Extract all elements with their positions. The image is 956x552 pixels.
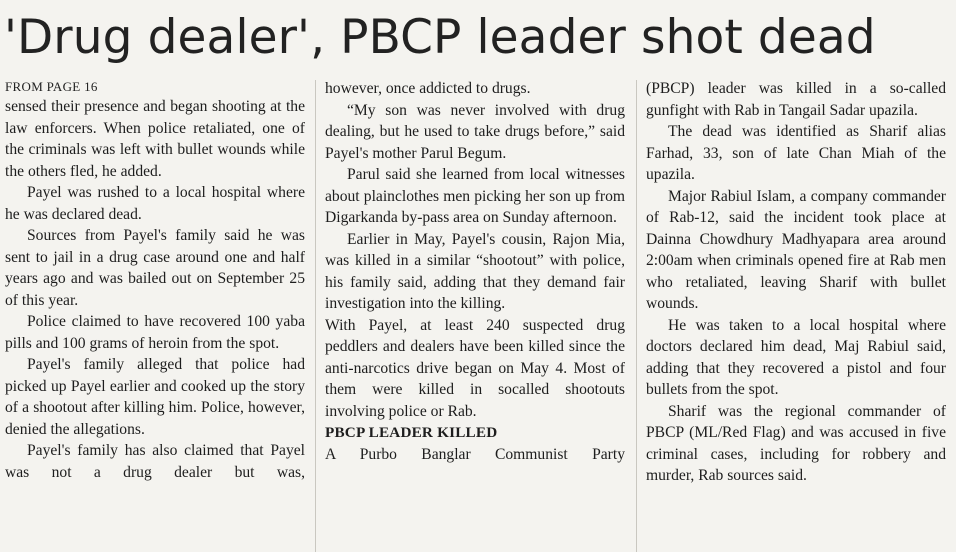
paragraph: Payel's family alleged that police had picked up Payel earlier and cooked up the story of a shootout after killing him. Police, however, denied the allegations.	[5, 356, 305, 438]
paragraph: Payel's family has also claimed that Payel was not a drug dealer but was,	[5, 442, 305, 481]
paragraph: The dead was identified as Sharif alias Farhad, 33, son of late Chan Miah of the upazila.	[646, 123, 946, 183]
paragraph: With Payel, at least 240 suspected drug peddlers and dealers have been killed since the anti-narcotics drive began on May 4. Most of them were killed in socalled shootouts involving police or Rab.	[325, 316, 625, 420]
paragraph: (PBCP) leader was killed in a so-called gunfight with Rab in Tangail Sadar upazila.	[646, 80, 946, 119]
paragraph: “My son was never involved with drug dealing, but he used to take drugs before,” said Payel's mother Parul Begum.	[325, 101, 625, 162]
paragraph: Parul said she learned from local witnesses about plainclothes men picking her son up from Digarkanda by-pass area on Sunday afternoon.	[325, 166, 625, 226]
paragraph: Payel was rushed to a local hospital where he was declared dead.	[5, 184, 305, 223]
continuation-kicker: FROM PAGE 16	[5, 79, 98, 94]
article-column-1	[5, 78, 305, 552]
column-divider	[315, 80, 316, 552]
article-column-2	[325, 78, 625, 552]
paragraph: He was taken to a local hospital where doctors declared him dead, Maj Rabiul said, adding that they recovered a pistol and four bullets from the spot.	[646, 316, 946, 398]
paragraph: Earlier in May, Payel's cousin, Rajon Mia, was killed in a similar “shootout” with police, his family said, adding that they demand fair investigation into the killing.	[325, 230, 625, 312]
paragraph: A Purbo Banglar Communist Party	[325, 445, 625, 463]
headline: 'Drug dealer', PBCP leader shot dead	[4, 10, 876, 65]
paragraph: Major Rabiul Islam, a company commander of Rab-12, said the incident took place at Dainna Chowdhury Madhyapara area around 2:00am when criminals opened fire at Rab men who retaliated, leaving Sharif with bullet wounds.	[646, 187, 946, 312]
paragraph: Sharif was the regional commander of PBCP (ML/Red Flag) and was accused in five criminal cases, including for robbery and murder, Rab sources said.	[646, 402, 946, 484]
article-column-3	[646, 78, 946, 552]
section-subhead: PBCP LEADER KILLED	[325, 424, 498, 441]
paragraph: sensed their presence and began shooting at the law enforcers. When police retaliated, one of the criminals was left with bullet wounds while the others fled, he added.	[5, 98, 305, 180]
paragraph: however, once addicted to drugs.	[325, 80, 531, 97]
column-divider	[636, 80, 637, 552]
paragraph: Sources from Payel's family said he was sent to jail in a drug case around one and half years ago and was bailed out on September 25 of this year.	[5, 227, 305, 309]
paragraph: Police claimed to have recovered 100 yaba pills and 100 grams of heroin from the spot.	[5, 313, 305, 352]
